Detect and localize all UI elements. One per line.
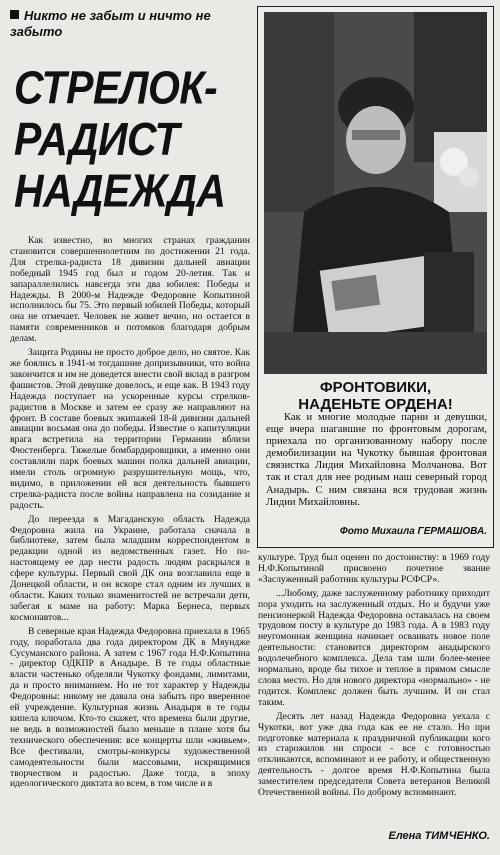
headline-line: СТРЕЛОК-: [14, 62, 218, 114]
article-paragraph: Защита Родины не просто доброе дело, но святое. Как же боялись в 1941-м тогдашние допризывники, что война закончится и им не доведется внести свой вклад в разгром фашистов. Этой девушке довелось, и еще как. В 1943 году Надежда поступает на ускоренные курсы стрелков-радистов в Москве и затем ее сразу же направляют на фронт. В составе боевых экипажей 18-й дивизии дальней авиации восьмая она до победы. Известие о капитуляции врага встретила на территории Германии вблизи Фюстенберга. Тяжелые бомбардировщики, а именно они составляли парк боевых машин полка дальней авиации, имели столь огромную разрушительную мощь, что, видимо, в приложении ей вся деятельность бывшего стрелка-радиста после войны направлена на созидание и радость.: [10, 347, 250, 511]
article-column-right: [258, 553, 490, 811]
photo-credit: Фото Михаила ГЕРМАШОВА.: [339, 526, 487, 537]
article-paragraph: культуре. Труд был оценен по достоинству: в 1969 году Н.Ф.Копытиной присвоено почетное звание «Заслуженный работник культуры РСФСР».: [258, 553, 490, 585]
rubric-text: Никто не забыт и ничто не забыто: [10, 8, 211, 39]
headline-line: РАДИСТ: [14, 113, 180, 166]
article-paragraph: До переезда в Магаданскую область Надежда Федоровна жила на Украине, работала сначала в библиотеке, затем была младшим корреспондентом в редакции одной из ведомственных газет. Но по-настоящему ее дар нести радость людям раскрылся в сфере культуры. Первый свой ДК она возглавила еще в Донецкой области, и он вскоре стал одним из лучших в области. Каких только знаменитостей не встречали дети, забегая к маме на работу: Марка Бернеса, первых космонавтов...: [10, 513, 250, 623]
article-paragraph: Как известно, во многих странах гражданин становится совершеннолетним по достижении 21 года. Для стрелка-радиста 18 дивизии дальней авиации победный 1945 год был и годом 20-летия. Так и запараллелились навсегда эти два юбилея: Победы и Надежды. В 2000-м Надежде Федоровне Копытиной исполнилось бы 75. Это первый юбилей Победы, который она не отмечает. Человек не живет вечно, но остается в памяти современников и потомков благодаря добрым делам.: [10, 236, 250, 345]
headline-line: НАДЕЖДА: [14, 165, 226, 217]
article-paragraph: В северные края Надежда Федоровна приехала в 1965 году, поработала два года директором ДК в Мяундже Сусуманского района. А затем с 1967 года Н.Ф.Копытина - директор ОДКПР в Анадыре. В те годы областные власти частенько обделяли Чукотку фондами, лимитами, да и просто вниманием. Но не тот характер у Надежды Федоровны: никому не давала она забыть про вверенное ей учреждение. Культурная жизнь Анадыря в те годы кипела ключом. Кто-то скажет, что времена были другие, не ведь в возможностей было меньше в плане хотя бы технического обеспечения: все концерты шли «живьем». Все фестивали, смотры-конкурсы художественной самодеятельности были массовыми, искрящимися творчеством и радостью. Даже тогда, в эпоху идеологического диктата во всем, в том числе и в: [10, 625, 250, 790]
portrait-photo-illustration: [264, 12, 487, 374]
headline: [14, 62, 254, 217]
sidebar-box: [257, 6, 494, 548]
article-paragraph: ...Любому, даже заслуженному работнику приходит пора уходить на заслуженный отдых. Но и будучи уже пенсионеркой Надежда Федоровна оставалась на своем трудовом посту в культуре до 1983 года. А в 1983 году неугомонная женщина начинает осваивать новое поле деятельности: становится директором анадырского водолечебного комплекса. Дела там шли более-менее нормально, вроде бы тихое и теплое в прямом смысле слова место. Но для нового директора «нормально» - не годится. Комплекс должен быть лучшим. И он стал таким.: [258, 587, 490, 708]
article-column-left: [10, 236, 250, 852]
square-bullet-icon: [10, 10, 19, 19]
sidebar-title-line: ФРОНТОВИКИ,: [319, 379, 432, 396]
sidebar-title-line: НАДЕНЬТЕ ОРДЕНА!: [298, 396, 453, 413]
rubric: [10, 8, 250, 40]
article-paragraph: Десять лет назад Надежда Федоровна уехала с Чукотки, вот уже два года как ее не стало. Но при подготовке материала к праздничной публикации кого из старожилов ни спроси - все с готовностью откликаются, вспоминают и ее работу, и общественную деятельность - долгое время Н.Ф.Копытина была заместителем председателя Совета ветеранов Великой Отечественной войны. По доброму вспоминают.: [258, 710, 490, 799]
sidebar-text: Как и многие молодые парни и девушки, еще вчера шагавшие по фронтовым дорогам, приехала по организованному набору после демобилизации на Чукотку бывшая фронтовая связистка Лидия Михайловна Молчанова. Вот так и стал для нее родным наш северный город Анадырь. С ним связана вся трудовая жизнь Лидии Михайловны.: [266, 412, 487, 508]
author-byline: Елена ТИМЧЕНКО.: [388, 830, 490, 842]
portrait-photo: [264, 12, 487, 374]
sidebar-title: [262, 379, 489, 413]
